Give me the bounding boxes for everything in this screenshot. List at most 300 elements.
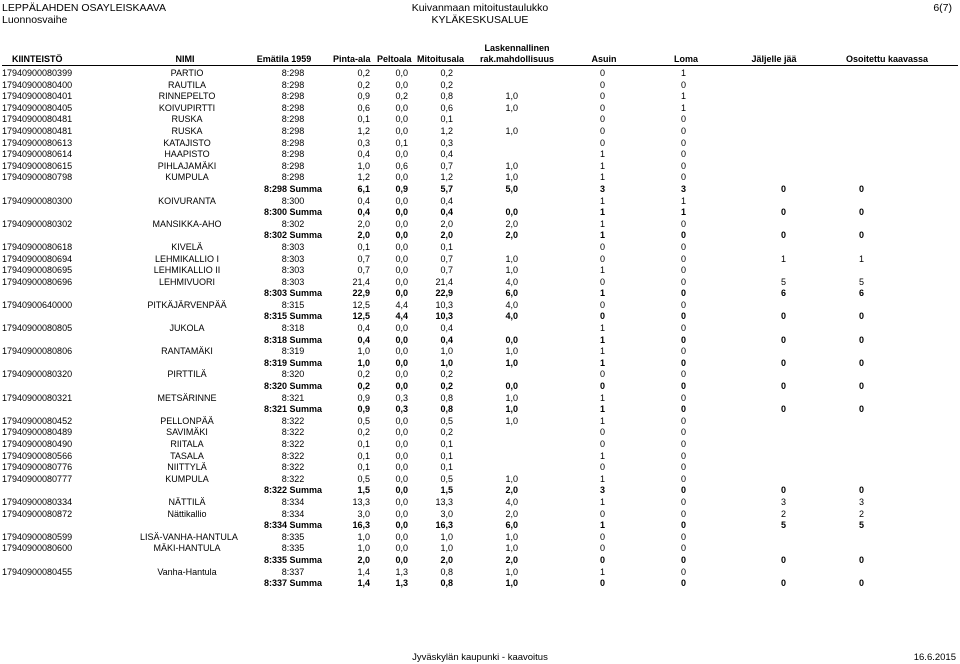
cell-ematila: 8:303 — [281, 276, 305, 287]
cell-laskennallinen: 1,0 — [505, 172, 518, 183]
table-row — [0, 509, 960, 521]
cell-pinta-ala: 0,4 — [357, 334, 370, 345]
cell-loma: 1 — [680, 91, 686, 102]
cell-pinta-ala: 1,0 — [357, 531, 370, 542]
cell-asuin: 1 — [599, 392, 605, 403]
cell-nimi: LEHMIVUORI — [158, 276, 215, 287]
cell-asuin: 1 — [599, 520, 605, 531]
cell-pinta-ala: 0,2 — [357, 381, 370, 392]
cell-peltoala: 0,0 — [395, 218, 408, 229]
document-header-center — [0, 2, 960, 26]
cell-ematila: 8:337 — [281, 566, 305, 577]
cell-ematila: 8:298 — [281, 149, 305, 160]
col-header-nimi: NIMI — [175, 54, 195, 64]
cell-loma: 1 — [680, 68, 686, 78]
col-header-asuin: Asuin — [591, 54, 617, 64]
cell-mitoitusala: 0,8 — [440, 392, 453, 403]
cell-nimi: RINNEPELTO — [158, 91, 216, 102]
cell-mitoitusala: 1,2 — [440, 125, 453, 136]
cell-mitoitusala: 10,3 — [435, 299, 453, 310]
cell-asuin: 1 — [599, 566, 605, 577]
cell-loma: 0 — [680, 404, 686, 415]
cell-mitoitusala: 2,0 — [440, 554, 453, 565]
cell-mitoitusala: 0,1 — [440, 450, 453, 461]
cell-peltoala: 0,0 — [395, 450, 408, 461]
cell-ematila: 8:315 — [281, 299, 305, 310]
cell-peltoala: 0,0 — [395, 357, 408, 368]
cell-loma: 0 — [680, 369, 686, 380]
cell-laskennallinen: 1,0 — [505, 346, 518, 357]
cell-pinta-ala: 6,1 — [357, 183, 370, 194]
cell-kiinteisto: 17940900080481 — [2, 125, 73, 136]
cell-mitoitusala: 21,4 — [435, 276, 453, 287]
cell-mitoitusala: 0,1 — [440, 439, 453, 449]
cell-peltoala: 0,0 — [395, 79, 408, 90]
cell-mitoitusala: 0,8 — [440, 578, 453, 589]
cell-kiinteisto: 17940900080490 — [2, 439, 73, 449]
col-header-rak-mahdollisuus: rak.mahdollisuus — [479, 54, 555, 64]
table-row — [0, 68, 960, 80]
table-row — [0, 346, 960, 358]
cell-laskennallinen: 1,0 — [505, 125, 518, 136]
mitoitus-table — [0, 68, 960, 590]
cell-asuin: 0 — [599, 79, 605, 90]
cell-kiinteisto: 17940900080805 — [2, 323, 73, 334]
cell-loma: 0 — [680, 415, 686, 426]
cell-kiinteisto: 17940900080614 — [2, 149, 73, 160]
cell-ematila: 8:298 — [281, 79, 305, 90]
table-row — [0, 323, 960, 335]
cell-kiinteisto: 17940900080334 — [2, 496, 73, 507]
cell-loma: 0 — [680, 485, 686, 496]
cell-nimi: RANTAMÄKI — [161, 346, 213, 357]
table-row — [0, 80, 960, 92]
cell-laskennallinen: 1,0 — [505, 473, 518, 484]
cell-pinta-ala: 0,2 — [357, 79, 370, 90]
cell-peltoala: 0,0 — [395, 265, 408, 276]
cell-asuin: 0 — [599, 253, 605, 264]
cell-asuin: 0 — [599, 137, 605, 148]
cell-peltoala: 0,0 — [395, 346, 408, 357]
cell-pinta-ala: 0,4 — [357, 149, 370, 160]
cell-kiinteisto: 17940900080320 — [2, 369, 73, 380]
cell-nimi: LISÄ-VANHA-HANTULA — [140, 531, 238, 542]
cell-mitoitusala: 0,4 — [440, 149, 453, 160]
cell-peltoala: 4,4 — [395, 299, 408, 310]
cell-pinta-ala: 0,1 — [357, 450, 370, 461]
cell-ematila: 8:335 — [281, 543, 305, 554]
cell-mitoitusala: 1,2 — [440, 172, 453, 183]
cell-loma: 0 — [680, 578, 686, 589]
cell-peltoala: 0,0 — [395, 520, 408, 531]
cell-osoitettu: 0 — [858, 554, 864, 565]
cell-ematila: 8:298 — [281, 102, 305, 113]
cell-asuin: 0 — [599, 125, 605, 136]
cell-asuin: 1 — [599, 195, 605, 206]
cell-jaljella: 0 — [780, 311, 786, 322]
cell-kiinteisto: 17940900080777 — [2, 473, 73, 484]
cell-pinta-ala: 0,9 — [357, 392, 370, 403]
cell-osoitettu: 2 — [858, 508, 864, 519]
cell-ematila: 8:318 — [281, 323, 305, 334]
cell-kiinteisto: 17940900080405 — [2, 102, 73, 113]
cell-asuin: 1 — [599, 323, 605, 334]
cell-peltoala: 0,1 — [395, 137, 408, 148]
cell-mitoitusala: 0,3 — [440, 137, 453, 148]
cell-nimi: PELLONPÄÄ — [160, 415, 214, 426]
cell-peltoala: 0,2 — [395, 91, 408, 102]
cell-loma: 1 — [680, 207, 686, 218]
cell-jaljella: 6 — [780, 288, 786, 299]
cell-loma: 0 — [680, 241, 686, 252]
cell-mitoitusala: 1,0 — [440, 531, 453, 542]
cell-peltoala: 1,3 — [395, 566, 408, 577]
cell-pinta-ala: 2,0 — [357, 554, 370, 565]
table-row — [0, 91, 960, 103]
cell-peltoala: 0,0 — [395, 288, 408, 299]
cell-mitoitusala: 0,2 — [440, 369, 453, 380]
cell-jaljella: 0 — [780, 357, 786, 368]
cell-osoitettu: 0 — [858, 311, 864, 322]
cell-loma: 0 — [680, 334, 686, 345]
cell-peltoala: 0,0 — [395, 485, 408, 496]
cell-peltoala: 0,0 — [395, 230, 408, 241]
cell-loma: 0 — [680, 392, 686, 403]
cell-asuin: 0 — [599, 68, 605, 78]
cell-ematila: 8:298 — [281, 114, 305, 125]
cell-asuin: 1 — [599, 160, 605, 171]
table-row — [0, 265, 960, 277]
cell-kiinteisto: 17940900080401 — [2, 91, 73, 102]
cell-osoitettu: 1 — [858, 253, 864, 264]
cell-nimi: LEHMIKALLIO I — [154, 253, 220, 264]
cell-jaljella: 1 — [780, 253, 786, 264]
cell-asuin: 1 — [599, 357, 605, 368]
table-row — [0, 462, 960, 474]
cell-osoitettu: 0 — [858, 207, 864, 218]
cell-laskennallinen: 0,0 — [505, 207, 518, 218]
cell-mitoitusala: 0,2 — [440, 427, 453, 438]
cell-peltoala: 0,0 — [395, 334, 408, 345]
cell-ematila: 8:322 — [281, 450, 305, 461]
cell-loma: 0 — [680, 288, 686, 299]
cell-peltoala: 0,0 — [395, 172, 408, 183]
cell-jaljella: 0 — [780, 207, 786, 218]
cell-asuin: 0 — [599, 299, 605, 310]
plan-title: LEPPÄLAHDEN OSAYLEISKAAVA — [2, 2, 166, 14]
cell-ematila: 8:322 — [281, 415, 305, 426]
cell-nimi: PIHLAJAMÄKI — [157, 160, 217, 171]
cell-kiinteisto: 17940900080798 — [2, 172, 73, 183]
cell-peltoala: 0,0 — [395, 496, 408, 507]
cell-loma: 0 — [680, 149, 686, 160]
cell-osoitettu: 6 — [858, 288, 864, 299]
cell-kiinteisto: 17940900080321 — [2, 392, 73, 403]
cell-peltoala: 0,0 — [395, 102, 408, 113]
cell-mitoitusala: 22,9 — [435, 288, 453, 299]
cell-nimi: PITKÄJÄRVENPÄÄ — [147, 299, 227, 310]
cell-peltoala: 0,9 — [395, 183, 408, 194]
cell-peltoala: 0,0 — [395, 207, 408, 218]
cell-laskennallinen: 5,0 — [505, 183, 518, 194]
cell-laskennallinen: 2,0 — [505, 230, 518, 241]
cell-asuin: 1 — [599, 496, 605, 507]
cell-loma: 0 — [680, 79, 686, 90]
cell-mitoitusala: 2,0 — [440, 230, 453, 241]
cell-kiinteisto: 17940900080806 — [2, 346, 73, 357]
cell-loma: 0 — [680, 172, 686, 183]
cell-pinta-ala: 1,0 — [357, 357, 370, 368]
cell-nimi: KOIVUPIRTTI — [158, 102, 216, 113]
cell-asuin: 0 — [599, 369, 605, 380]
cell-asuin: 0 — [599, 462, 605, 473]
cell-laskennallinen: 2,0 — [505, 554, 518, 565]
cell-osoitettu: 0 — [858, 230, 864, 241]
cell-loma: 0 — [680, 125, 686, 136]
cell-peltoala: 0,0 — [395, 415, 408, 426]
table-row — [0, 427, 960, 439]
cell-nimi: SAVIMÄKI — [166, 427, 208, 438]
cell-pinta-ala: 0,2 — [357, 427, 370, 438]
cell-jaljella: 2 — [780, 508, 786, 519]
cell-pinta-ala: 2,0 — [357, 230, 370, 241]
table-row — [0, 103, 960, 115]
cell-pinta-ala: 0,4 — [357, 323, 370, 334]
cell-kiinteisto: 17940900080600 — [2, 543, 73, 554]
footer-organization: Jyväskylän kaupunki - kaavoitus — [412, 652, 548, 663]
cell-pinta-ala: 0,1 — [357, 462, 370, 473]
cell-peltoala: 0,0 — [395, 531, 408, 542]
cell-laskennallinen: 4,0 — [505, 299, 518, 310]
cell-asuin: 1 — [599, 450, 605, 461]
cell-laskennallinen: 2,0 — [505, 508, 518, 519]
cell-pinta-ala: 16,3 — [352, 520, 370, 531]
cell-loma: 1 — [680, 102, 686, 113]
cell-asuin: 1 — [599, 265, 605, 276]
cell-ematila: 8:298 — [281, 160, 305, 171]
cell-asuin: 1 — [599, 288, 605, 299]
table-row — [0, 219, 960, 231]
cell-pinta-ala: 1,2 — [357, 172, 370, 183]
table-row — [0, 543, 960, 555]
cell-asuin: 0 — [599, 91, 605, 102]
cell-loma: 0 — [680, 427, 686, 438]
cell-loma: 0 — [680, 346, 686, 357]
cell-mitoitusala: 0,2 — [440, 381, 453, 392]
cell-peltoala: 4,4 — [395, 311, 408, 322]
cell-pinta-ala: 0,7 — [357, 253, 370, 264]
cell-peltoala: 0,0 — [395, 114, 408, 125]
cell-peltoala: 0,0 — [395, 149, 408, 160]
area-title: KYLÄKESKUSALUE — [431, 14, 529, 26]
cell-loma: 0 — [680, 160, 686, 171]
cell-osoitettu: 0 — [858, 404, 864, 415]
col-header-ematila: Emätila 1959 — [256, 54, 312, 64]
cell-nimi: NÄTTILÄ — [168, 496, 206, 507]
cell-ematila: 8:334 — [281, 508, 305, 519]
cell-nimi: LEHMIKALLIO II — [153, 265, 221, 276]
cell-kiinteisto: 17940900080694 — [2, 253, 73, 264]
cell-laskennallinen: 1,0 — [505, 265, 518, 276]
cell-laskennallinen: 1,0 — [505, 404, 518, 415]
cell-nimi: RUSKA — [171, 114, 203, 125]
cell-kiinteisto: 17940900080776 — [2, 462, 73, 473]
cell-ematila: 8:302 — [281, 218, 305, 229]
cell-jaljella: 3 — [780, 496, 786, 507]
cell-mitoitusala: 0,7 — [440, 265, 453, 276]
cell-mitoitusala: 0,5 — [440, 473, 453, 484]
cell-osoitettu: 0 — [858, 334, 864, 345]
cell-asuin: 1 — [599, 404, 605, 415]
table-row — [0, 242, 960, 254]
cell-asuin: 1 — [599, 415, 605, 426]
cell-ematila: 8:320 Summa — [263, 381, 322, 392]
cell-mitoitusala: 0,4 — [440, 334, 453, 345]
cell-ematila: 8:319 — [281, 346, 305, 357]
col-header-jaljella: Jäljelle jää — [751, 54, 797, 64]
table-row — [0, 393, 960, 405]
cell-pinta-ala: 3,0 — [357, 508, 370, 519]
table-row — [0, 300, 960, 312]
cell-loma: 0 — [680, 520, 686, 531]
cell-mitoitusala: 13,3 — [435, 496, 453, 507]
cell-laskennallinen: 1,0 — [505, 392, 518, 403]
col-header-osoitettu: Osoitettu kaavassa — [845, 54, 929, 64]
cell-peltoala: 0,0 — [395, 241, 408, 252]
cell-kiinteisto: 17940900080615 — [2, 160, 73, 171]
page-number: 6(7) — [933, 2, 952, 14]
table-row — [0, 114, 960, 126]
cell-mitoitusala: 3,0 — [440, 508, 453, 519]
cell-asuin: 0 — [599, 439, 605, 449]
cell-peltoala: 0,0 — [395, 253, 408, 264]
table-row — [0, 196, 960, 208]
table-row — [0, 369, 960, 381]
cell-pinta-ala: 0,2 — [357, 369, 370, 380]
cell-ematila: 8:321 — [281, 392, 305, 403]
cell-pinta-ala: 0,9 — [357, 91, 370, 102]
cell-loma: 3 — [680, 183, 686, 194]
cell-jaljella: 0 — [780, 230, 786, 241]
cell-loma: 0 — [680, 566, 686, 577]
table-row — [0, 497, 960, 509]
cell-ematila: 8:298 — [281, 125, 305, 136]
cell-loma: 0 — [680, 299, 686, 310]
cell-laskennallinen: 1,0 — [505, 91, 518, 102]
cell-loma: 0 — [680, 357, 686, 368]
cell-mitoitusala: 0,1 — [440, 241, 453, 252]
cell-asuin: 3 — [599, 485, 605, 496]
cell-pinta-ala: 1,0 — [357, 543, 370, 554]
cell-ematila: 8:319 Summa — [263, 357, 322, 368]
cell-pinta-ala: 0,1 — [357, 114, 370, 125]
cell-ematila: 8:303 — [281, 241, 305, 252]
cell-peltoala: 0,0 — [395, 276, 408, 287]
cell-mitoitusala: 1,0 — [440, 357, 453, 368]
cell-laskennallinen: 4,0 — [505, 276, 518, 287]
cell-pinta-ala: 21,4 — [352, 276, 370, 287]
cell-ematila: 8:320 — [281, 369, 305, 380]
cell-mitoitusala: 0,2 — [440, 68, 453, 78]
cell-peltoala: 0,0 — [395, 508, 408, 519]
cell-mitoitusala: 0,1 — [440, 114, 453, 125]
cell-mitoitusala: 0,7 — [440, 160, 453, 171]
cell-nimi: Vanha-Hantula — [157, 566, 217, 577]
cell-loma: 0 — [680, 531, 686, 542]
cell-peltoala: 0,0 — [395, 427, 408, 438]
cell-mitoitusala: 0,6 — [440, 102, 453, 113]
cell-pinta-ala: 0,5 — [357, 415, 370, 426]
summary-row — [0, 311, 960, 323]
cell-ematila: 8:318 Summa — [263, 334, 322, 345]
cell-laskennallinen: 1,0 — [505, 160, 518, 171]
cell-peltoala: 0,0 — [395, 125, 408, 136]
cell-pinta-ala: 1,0 — [357, 160, 370, 171]
table-row — [0, 149, 960, 161]
cell-asuin: 0 — [599, 531, 605, 542]
cell-jaljella: 0 — [780, 183, 786, 194]
cell-asuin: 0 — [599, 508, 605, 519]
table-row — [0, 254, 960, 266]
cell-pinta-ala: 1,4 — [357, 566, 370, 577]
cell-laskennallinen: 4,0 — [505, 311, 518, 322]
cell-nimi: MÄKI-HANTULA — [153, 543, 221, 554]
cell-ematila: 8:322 — [281, 439, 305, 449]
cell-mitoitusala: 2,0 — [440, 218, 453, 229]
cell-ematila: 8:322 — [281, 462, 305, 473]
cell-loma: 0 — [680, 543, 686, 554]
cell-nimi: NIITTYLÄ — [167, 462, 207, 473]
cell-peltoala: 0,0 — [395, 68, 408, 78]
cell-pinta-ala: 0,5 — [357, 473, 370, 484]
cell-laskennallinen: 1,0 — [505, 531, 518, 542]
table-row — [0, 172, 960, 184]
cell-kiinteisto: 17940900080452 — [2, 415, 73, 426]
cell-asuin: 1 — [599, 334, 605, 345]
cell-loma: 0 — [680, 496, 686, 507]
cell-nimi: TASALA — [170, 450, 204, 461]
cell-osoitettu: 0 — [858, 485, 864, 496]
cell-loma: 0 — [680, 473, 686, 484]
cell-peltoala: 0,0 — [395, 473, 408, 484]
cell-jaljella: 0 — [780, 485, 786, 496]
cell-asuin: 1 — [599, 207, 605, 218]
cell-kiinteisto: 17940900080399 — [2, 68, 73, 78]
cell-pinta-ala: 13,3 — [352, 496, 370, 507]
cell-osoitettu: 5 — [858, 520, 864, 531]
cell-nimi: HAAPISTO — [164, 149, 210, 160]
cell-ematila: 8:303 — [281, 265, 305, 276]
cell-loma: 0 — [680, 137, 686, 148]
cell-mitoitusala: 1,0 — [440, 543, 453, 554]
cell-jaljella: 5 — [780, 276, 786, 287]
cell-pinta-ala: 1,4 — [357, 578, 370, 589]
cell-laskennallinen: 1,0 — [505, 566, 518, 577]
cell-peltoala: 0,0 — [395, 439, 408, 449]
summary-row — [0, 358, 960, 370]
cell-pinta-ala: 0,2 — [357, 68, 370, 78]
cell-asuin: 0 — [599, 427, 605, 438]
cell-loma: 0 — [680, 276, 686, 287]
cell-loma: 0 — [680, 439, 686, 449]
cell-ematila: 8:303 — [281, 253, 305, 264]
cell-ematila: 8:315 Summa — [263, 311, 322, 322]
summary-row — [0, 207, 960, 219]
cell-nimi: JUKOLA — [169, 323, 205, 334]
cell-ematila: 8:335 — [281, 531, 305, 542]
cell-ematila: 8:321 Summa — [263, 404, 322, 415]
cell-loma: 0 — [680, 218, 686, 229]
